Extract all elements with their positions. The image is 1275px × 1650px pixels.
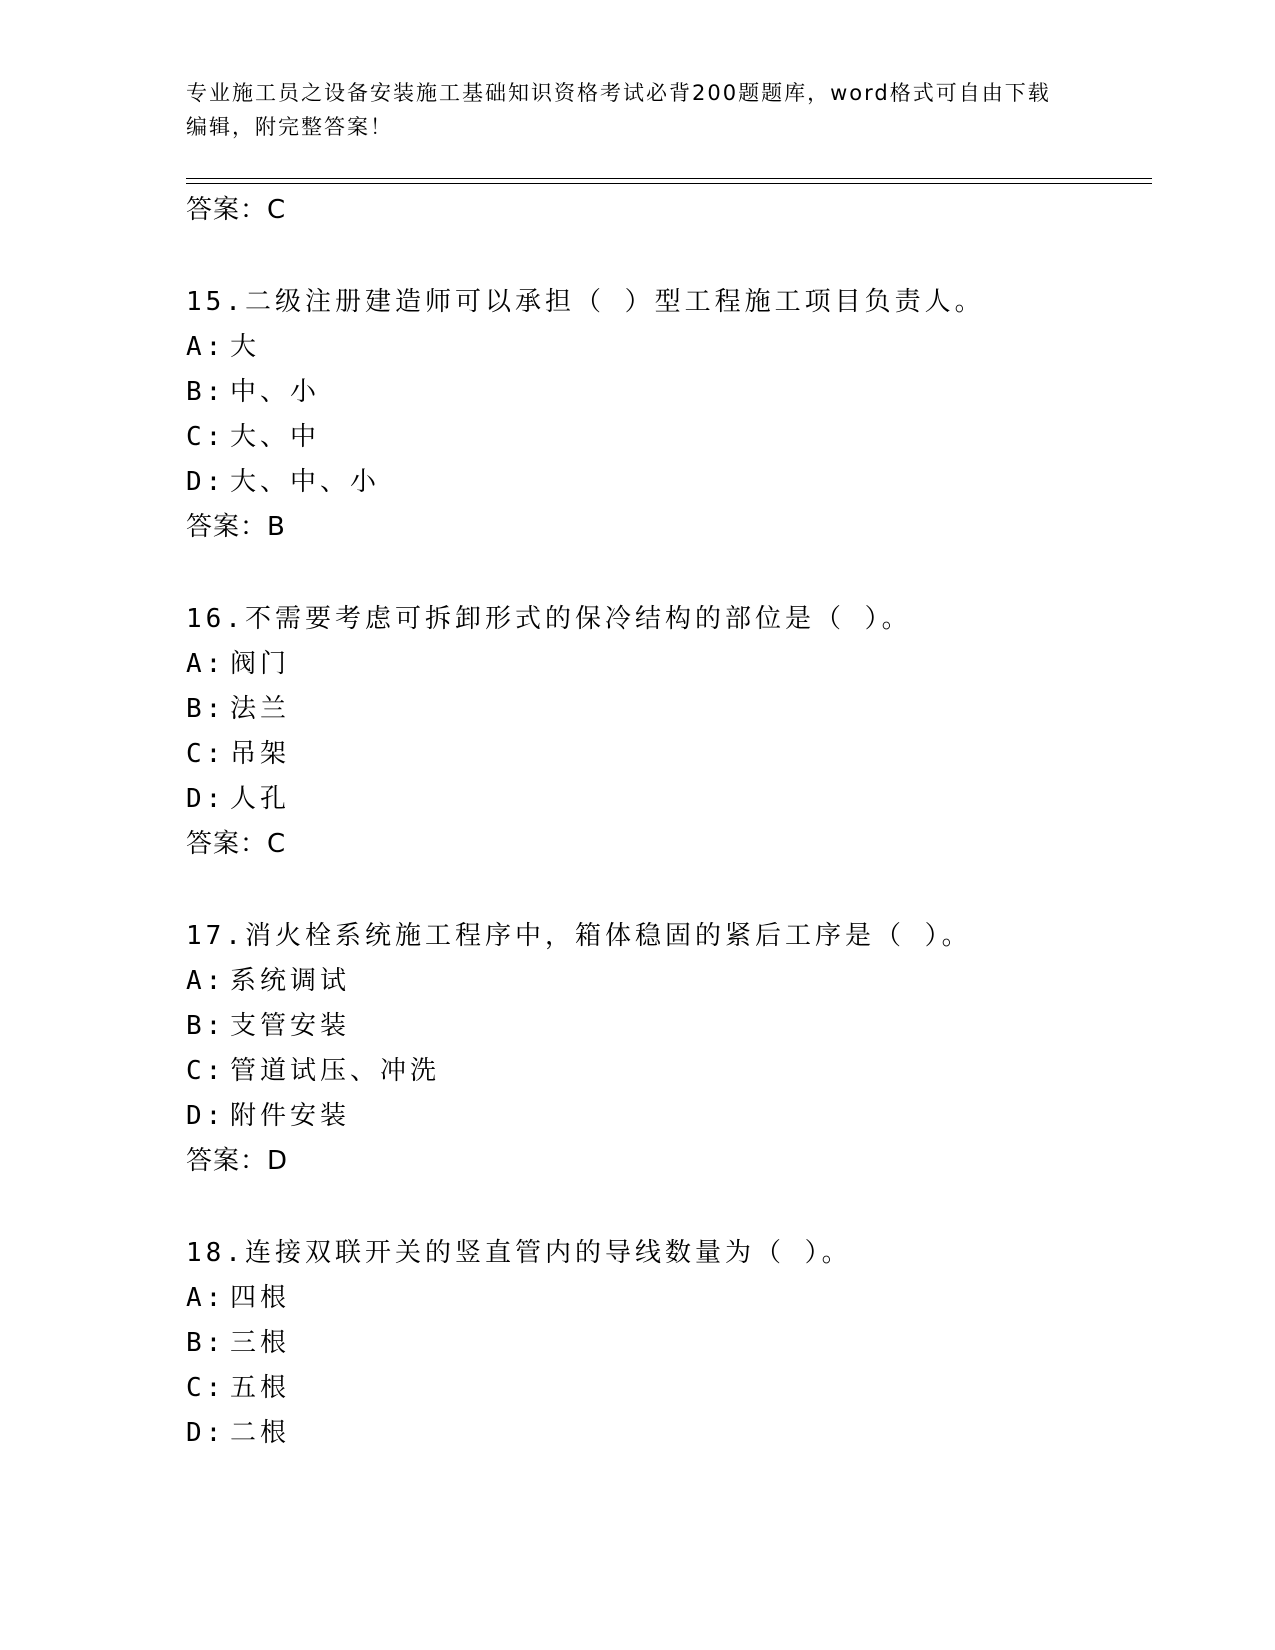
question-item	[186, 1231, 1152, 1456]
spacer	[186, 867, 1152, 914]
question-title: 17.消火栓系统施工程序中，箱体稳固的紧后工序是（ ）。	[186, 921, 972, 951]
option-key: C:	[186, 422, 226, 452]
page-header-title: 专业施工员之设备安装施工基础知识资格考试必背200题题库，word格式可自由下载编辑，附完整答案！	[186, 81, 1051, 139]
option-d	[186, 1411, 1152, 1456]
question-title: 16.不需要考虑可拆卸形式的保冷结构的部位是（ ）。	[186, 604, 912, 634]
answer-line: 答案：C	[186, 829, 287, 859]
option-key: C:	[186, 739, 226, 769]
header-rule-bottom	[186, 183, 1152, 184]
option-text: 人孔	[230, 784, 291, 814]
header-rule-top	[186, 178, 1152, 179]
option-text: 管道试压、冲洗	[230, 1056, 441, 1086]
option-key: B:	[186, 377, 226, 407]
option-text: 三根	[230, 1328, 291, 1358]
question-list	[186, 188, 1152, 1456]
option-d	[186, 460, 1152, 505]
question-title: 18.连接双联开关的竖直管内的导线数量为（ ）。	[186, 1238, 852, 1268]
option-text: 大、中	[230, 422, 321, 452]
option-key: C:	[186, 1056, 226, 1086]
option-key: A:	[186, 649, 226, 679]
option-key: B:	[186, 1011, 226, 1041]
option-key: A:	[186, 1283, 226, 1313]
option-d	[186, 777, 1152, 822]
option-b	[186, 687, 1152, 732]
option-c	[186, 732, 1152, 777]
option-text: 阀门	[230, 649, 291, 679]
option-key: D:	[186, 467, 226, 497]
option-key: B:	[186, 694, 226, 724]
option-key: D:	[186, 784, 226, 814]
spacer	[186, 233, 1152, 280]
option-b	[186, 1004, 1152, 1049]
option-c	[186, 415, 1152, 460]
question-title: 15.二级注册建造师可以承担（ ）型工程施工项目负责人。	[186, 287, 985, 317]
option-b	[186, 370, 1152, 415]
option-text: 二根	[230, 1418, 291, 1448]
option-text: 附件安装	[230, 1101, 351, 1131]
option-key: A:	[186, 332, 226, 362]
option-a	[186, 1276, 1152, 1321]
option-text: 吊架	[230, 739, 291, 769]
option-text: 法兰	[230, 694, 291, 724]
option-text: 中、小	[230, 377, 321, 407]
option-text: 五根	[230, 1373, 291, 1403]
spacer	[186, 1184, 1152, 1231]
option-key: C:	[186, 1373, 226, 1403]
option-text: 大、中、小	[230, 467, 381, 497]
option-key: D:	[186, 1101, 226, 1131]
option-text: 系统调试	[230, 966, 351, 996]
option-key: A:	[186, 966, 226, 996]
option-key: B:	[186, 1328, 226, 1358]
option-text: 四根	[230, 1283, 291, 1313]
option-a	[186, 959, 1152, 1004]
option-c	[186, 1366, 1152, 1411]
answer-line: 答案：C	[186, 195, 287, 225]
answer-line: 答案：B	[186, 512, 286, 542]
option-d	[186, 1094, 1152, 1139]
answer-line: 答案：D	[186, 1146, 289, 1176]
spacer	[186, 550, 1152, 597]
option-b	[186, 1321, 1152, 1366]
option-a	[186, 642, 1152, 687]
option-text: 大	[230, 332, 261, 362]
question-item	[186, 914, 1152, 1184]
option-c	[186, 1049, 1152, 1094]
question-item	[186, 597, 1152, 867]
question-item	[186, 280, 1152, 550]
option-key: D:	[186, 1418, 226, 1448]
option-text: 支管安装	[230, 1011, 351, 1041]
option-a	[186, 325, 1152, 370]
